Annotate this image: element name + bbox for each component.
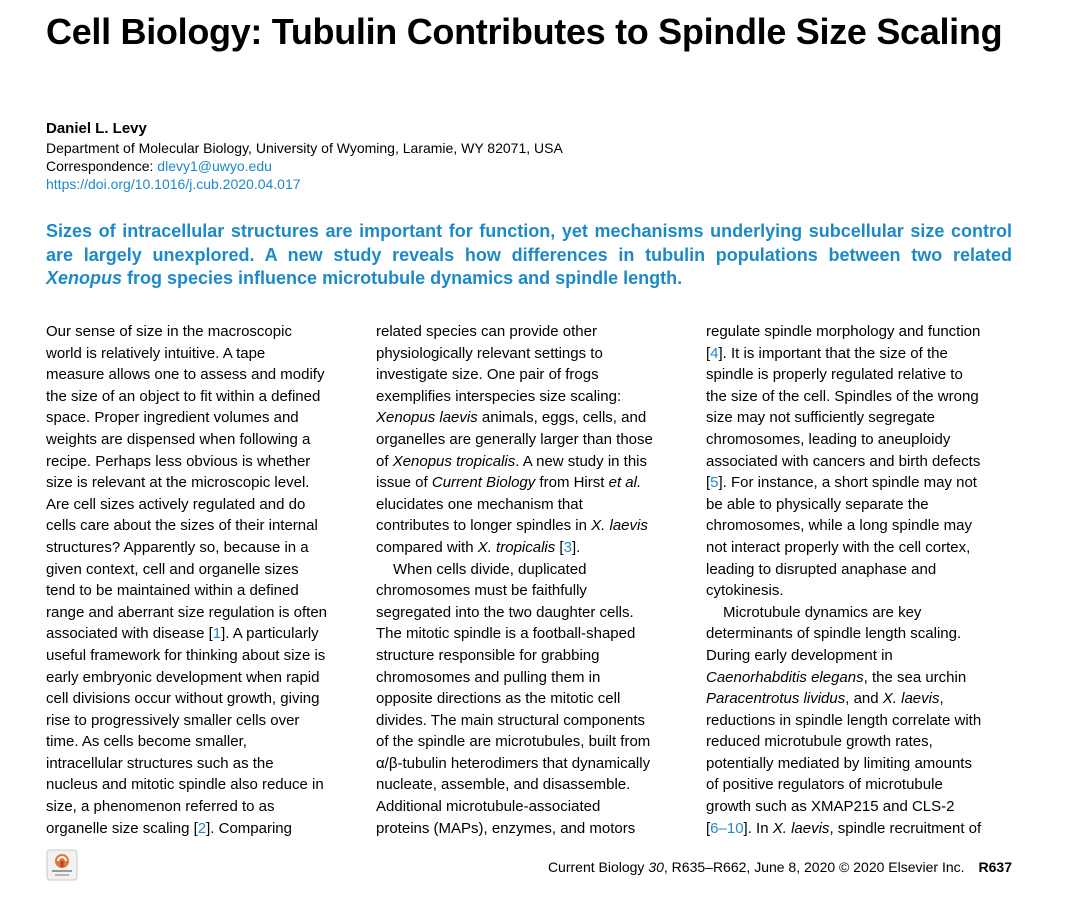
- text-line: proteins (MAPs), enzymes, and motors: [376, 819, 636, 837]
- text-line: segregated into the two daughter cells.: [376, 603, 634, 621]
- text-line: not interact properly with the cell cortex,: [706, 538, 971, 556]
- body-column-2: [376, 321, 688, 839]
- text-line: of Xenopus tropicalis. A new study in this: [376, 452, 648, 470]
- text-line: compared with X. tropicalis [3].: [376, 538, 581, 556]
- text-line: Paracentrotus lividus, and X. laevis,: [706, 690, 944, 708]
- text-line: Additional microtubule-associated: [376, 798, 601, 816]
- text-line: size may not sufficiently segregate: [706, 409, 936, 427]
- text-line: structure responsible for grabbing: [376, 646, 600, 664]
- text-line: nucleate, assemble, and disassemble.: [376, 776, 631, 794]
- text-line: reduced microtubule growth rates,: [706, 733, 933, 751]
- body-column-1: [46, 321, 358, 839]
- text-line: investigate size. One pair of frogs: [376, 366, 599, 384]
- text-line: Caenorhabditis elegans, the sea urchin: [706, 668, 967, 686]
- text-line: The mitotic spindle is a football-shaped: [376, 625, 636, 643]
- article-title: Cell Biology: Tubulin Contributes to Spindle Size Scaling: [46, 11, 1003, 52]
- text-line: regulate spindle morphology and function: [706, 323, 981, 340]
- check-for-updates-badge[interactable]: [46, 849, 78, 881]
- text-line: divides. The main structural components: [376, 711, 646, 729]
- abstract: [46, 220, 1012, 291]
- citation-link[interactable]: 2: [197, 819, 207, 837]
- correspondence-label: Correspondence:: [46, 158, 158, 174]
- text-line: cytokinesis.: [706, 582, 784, 600]
- page-footer: [548, 858, 1012, 876]
- text-line: be able to physically separate the: [706, 495, 929, 513]
- text-line: chromosomes must be faithfully: [376, 582, 587, 600]
- text-line: range and aberrant size regulation is often: [46, 603, 328, 621]
- text-line: [6–10]. In X. laevis, spindle recruitment of: [706, 819, 982, 837]
- journal-info: , R635–R662, June 8, 2020 © 2020 Elsevier Inc.: [663, 859, 965, 875]
- text-line: given context, cell and organelle sizes: [46, 560, 299, 578]
- journal-volume: 30: [648, 859, 664, 875]
- text-line: weights are dispensed when following a: [46, 430, 311, 448]
- citation-link[interactable]: 6–10: [710, 819, 744, 837]
- text-line: When cells divide, duplicated: [393, 560, 587, 578]
- text-line: Xenopus laevis animals, eggs, cells, and: [376, 409, 647, 427]
- text-line: associated with disease [1]. A particularly: [46, 625, 319, 643]
- text-line: growth such as XMAP215 and CLS-2: [706, 798, 955, 816]
- text-line: elucidates one mechanism that: [376, 495, 583, 513]
- text-line: measure allows one to assess and modify: [46, 366, 325, 384]
- text-line: α/β-tubulin heterodimers that dynamically: [376, 754, 651, 772]
- abstract-line: Xenopus frog species influence microtubule dynamics and spindle length.: [46, 268, 683, 288]
- text-line: potentially mediated by limiting amounts: [706, 754, 972, 772]
- citation-link[interactable]: 1: [212, 625, 222, 643]
- text-line: useful framework for thinking about size is: [46, 646, 326, 664]
- text-line: nucleus and mitotic spindle also reduce in: [46, 776, 324, 794]
- text-line: exemplifies interspecies size scaling:: [376, 387, 622, 405]
- text-line: of positive regulators of microtubule: [706, 776, 943, 794]
- text-line: tend to be maintained within a defined: [46, 582, 299, 600]
- journal-name: Current Biology: [547, 859, 649, 875]
- text-line: chromosomes, while a long spindle may: [706, 517, 972, 535]
- text-line: chromosomes, leading to aneuploidy: [706, 430, 951, 448]
- text-line: time. As cells become smaller,: [46, 733, 247, 751]
- text-line: size is relevant at the microscopic level.: [46, 474, 310, 492]
- text-line: Are cell sizes actively regulated and do: [46, 495, 306, 513]
- abstract-line: are largely unexplored. A new study reveals how differences in tubulin populations between two related: [46, 244, 1012, 265]
- text-line: leading to disrupted anaphase and: [706, 560, 937, 578]
- text-line: the size of the cell. Spindles of the wrong: [706, 387, 979, 405]
- citation-link[interactable]: 5: [710, 474, 719, 492]
- text-line: chromosomes and pulling them in: [376, 668, 601, 686]
- abstract-line: Sizes of intracellular structures are important for function, yet mechanisms underlying subcellular size control: [46, 221, 1012, 241]
- text-line: space. Proper ingredient volumes and: [46, 409, 299, 427]
- text-line: [4]. It is important that the size of the: [706, 344, 948, 362]
- text-line: recipe. Perhaps less obvious is whether: [46, 452, 311, 470]
- email-link[interactable]: dlevy1@uwyo.edu: [157, 158, 272, 174]
- text-line: structures? Apparently so, because in a: [46, 538, 309, 556]
- text-line: size, a phenomenon referred to as: [46, 798, 275, 816]
- text-line: early embryonic development when rapid: [46, 668, 320, 686]
- citation-link[interactable]: 3: [563, 538, 572, 556]
- text-line: [5]. For instance, a short spindle may not: [706, 474, 977, 492]
- affiliation: Department of Molecular Biology, University of Wyoming, Laramie, WY 82071, USA: [46, 140, 563, 156]
- text-line: the size of an object to fit within a defined: [46, 387, 321, 405]
- doi-link[interactable]: https://doi.org/10.1016/j.cub.2020.04.017: [46, 176, 301, 192]
- text-line: reductions in spindle length correlate with: [706, 711, 982, 729]
- text-line: intracellular structures such as the: [46, 754, 274, 772]
- page-number: R637: [978, 859, 1012, 875]
- author-name: Daniel L. Levy: [46, 120, 147, 137]
- text-line: cell divisions occur without growth, giving: [46, 690, 320, 708]
- text-line: physiologically relevant settings to: [376, 344, 603, 362]
- text-line: determinants of spindle length scaling.: [706, 625, 962, 643]
- text-line: organelle size scaling [2]. Comparing: [46, 819, 292, 837]
- text-line: of the spindle are microtubules, built from: [376, 733, 651, 751]
- text-line: opposite directions as the mitotic cell: [376, 690, 621, 708]
- text-line: spindle is properly regulated relative to: [706, 366, 963, 384]
- text-line: associated with cancers and birth defects: [706, 452, 981, 470]
- text-line: Microtubule dynamics are key: [723, 603, 922, 621]
- text-line: world is relatively intuitive. A tape: [46, 344, 266, 362]
- citation-link[interactable]: 4: [710, 344, 719, 362]
- text-line: Our sense of size in the macroscopic: [46, 323, 292, 340]
- body-column-3: [706, 321, 1018, 839]
- correspondence: [46, 157, 272, 175]
- text-line: related species can provide other: [376, 323, 597, 340]
- text-line: cells care about the sizes of their internal: [46, 517, 318, 535]
- text-line: organelles are generally larger than those: [376, 430, 653, 448]
- text-line: contributes to longer spindles in X. laevis: [376, 517, 648, 535]
- text-line: During early development in: [706, 646, 893, 664]
- text-line: issue of Current Biology from Hirst et al.: [376, 474, 642, 492]
- check-updates-icon: [46, 849, 78, 881]
- text-line: rise to progressively smaller cells over: [46, 711, 300, 729]
